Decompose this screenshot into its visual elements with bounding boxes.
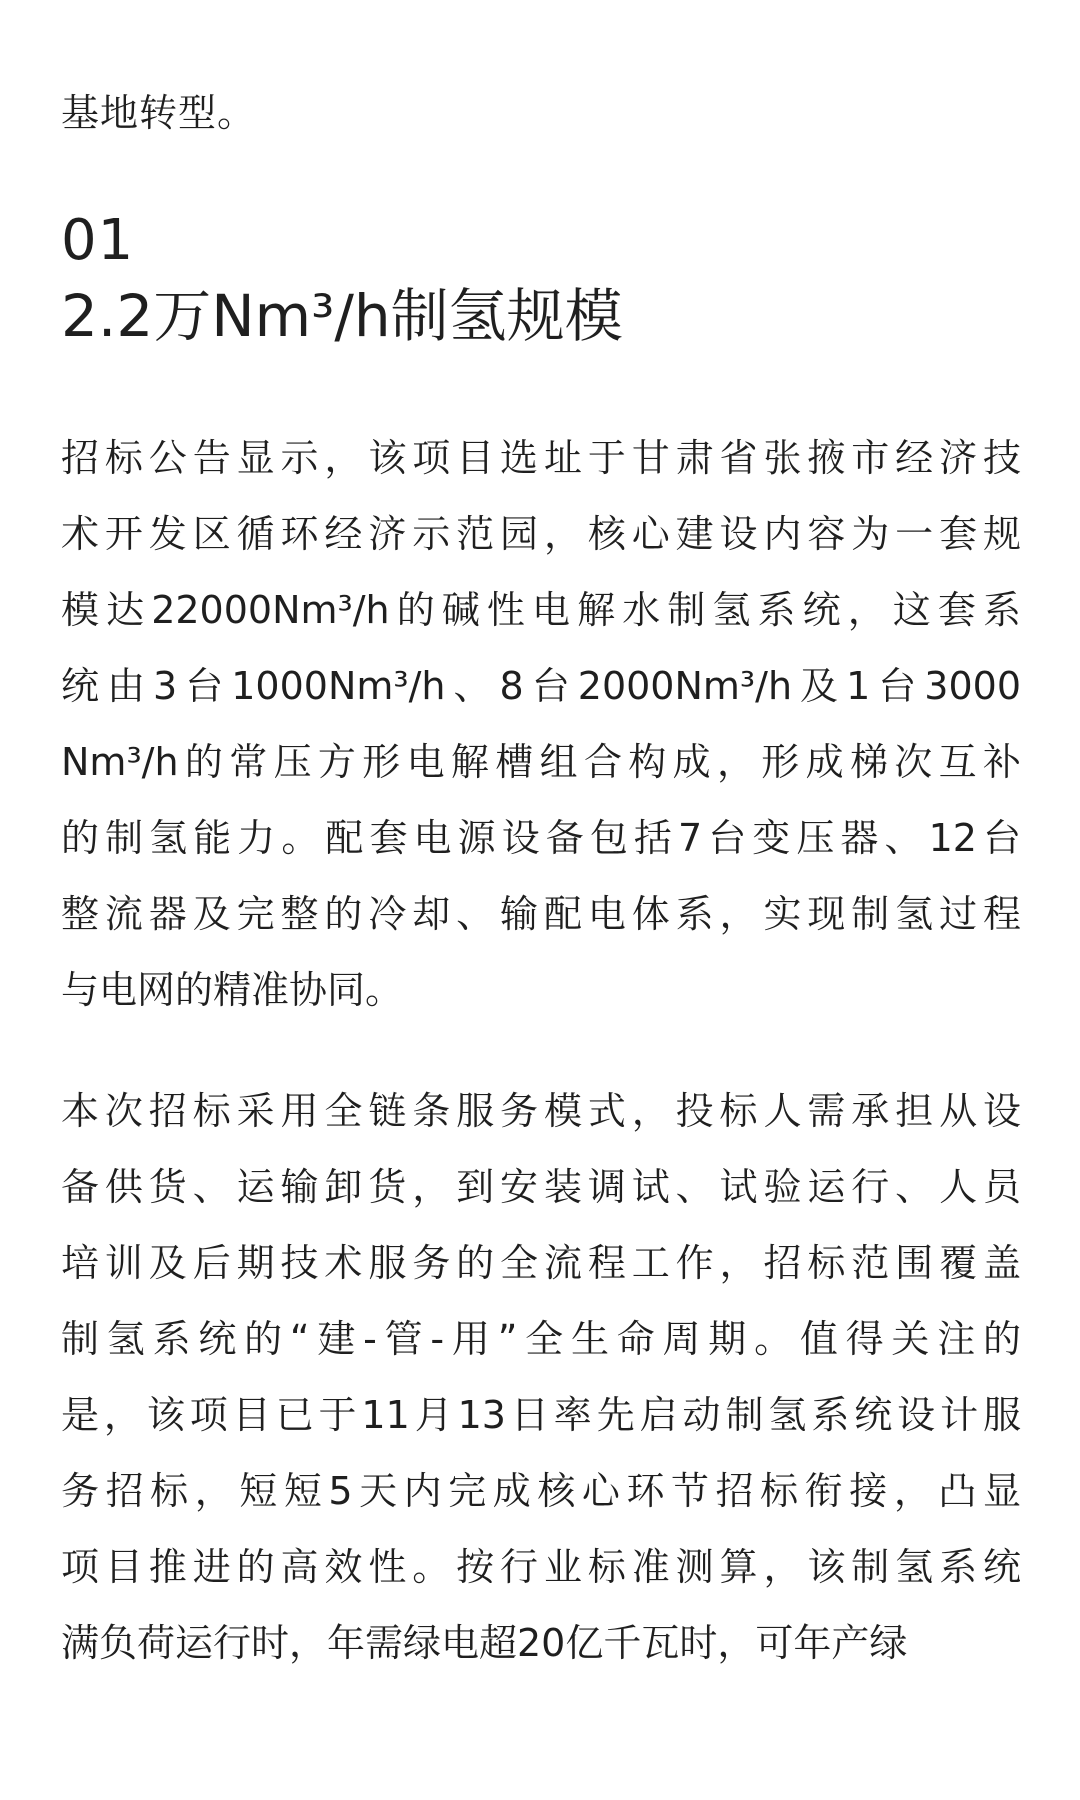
paragraph-line: 术开发区循环经济示范园，核心建设内容为一套规 bbox=[61, 512, 1021, 556]
paragraph-service-scope bbox=[61, 1073, 1021, 1681]
paragraph-line: 备供货、运输卸货，到安装调试、试验运行、人员 bbox=[61, 1165, 1021, 1209]
paragraph-line: 本次招标采用全链条服务模式，投标人需承担从设 bbox=[61, 1089, 1021, 1133]
paragraph-line: Nm³/h的常压方形电解槽组合构成，形成梯次互补 bbox=[61, 740, 1021, 784]
paragraph-line: 务招标，短短5天内完成核心环节招标衔接，凸显 bbox=[61, 1469, 1021, 1513]
paragraph-line: 的制氢能力。配套电源设备包括7台变压器、12台 bbox=[61, 816, 1021, 860]
paragraph-line: 是，该项目已于11月13日率先启动制氢系统设计服 bbox=[61, 1393, 1021, 1437]
previous-paragraph-tail: 基地转型。 bbox=[61, 91, 257, 135]
section-title: 2.2万Nm³/h制氢规模 bbox=[61, 282, 623, 350]
section-heading bbox=[61, 206, 623, 356]
paragraph-line: 模达22000Nm³/h的碱性电解水制氢系统，这套系 bbox=[61, 588, 1021, 632]
paragraph-line: 制氢系统的“建-管-用”全生命周期。值得关注的 bbox=[61, 1317, 1021, 1361]
paragraph-line: 整流器及完整的冷却、输配电体系，实现制氢过程 bbox=[61, 892, 1021, 936]
section-number: 01 bbox=[61, 208, 135, 273]
paragraph-line: 与电网的精准协同。 bbox=[61, 968, 404, 1012]
paragraph-line: 统由3台1000Nm³/h、8台2000Nm³/h及1台3000 bbox=[61, 664, 1021, 708]
paragraph-line: 满负荷运行时，年需绿电超20亿千瓦时，可年产绿 bbox=[61, 1621, 908, 1665]
paragraph-project-overview bbox=[61, 420, 1021, 1028]
paragraph-line: 培训及后期技术服务的全流程工作，招标范围覆盖 bbox=[61, 1241, 1021, 1285]
paragraph-line: 项目推进的高效性。按行业标准测算，该制氢系统 bbox=[61, 1545, 1021, 1589]
paragraph-line: 招标公告显示，该项目选址于甘肃省张掖市经济技 bbox=[61, 436, 1021, 480]
